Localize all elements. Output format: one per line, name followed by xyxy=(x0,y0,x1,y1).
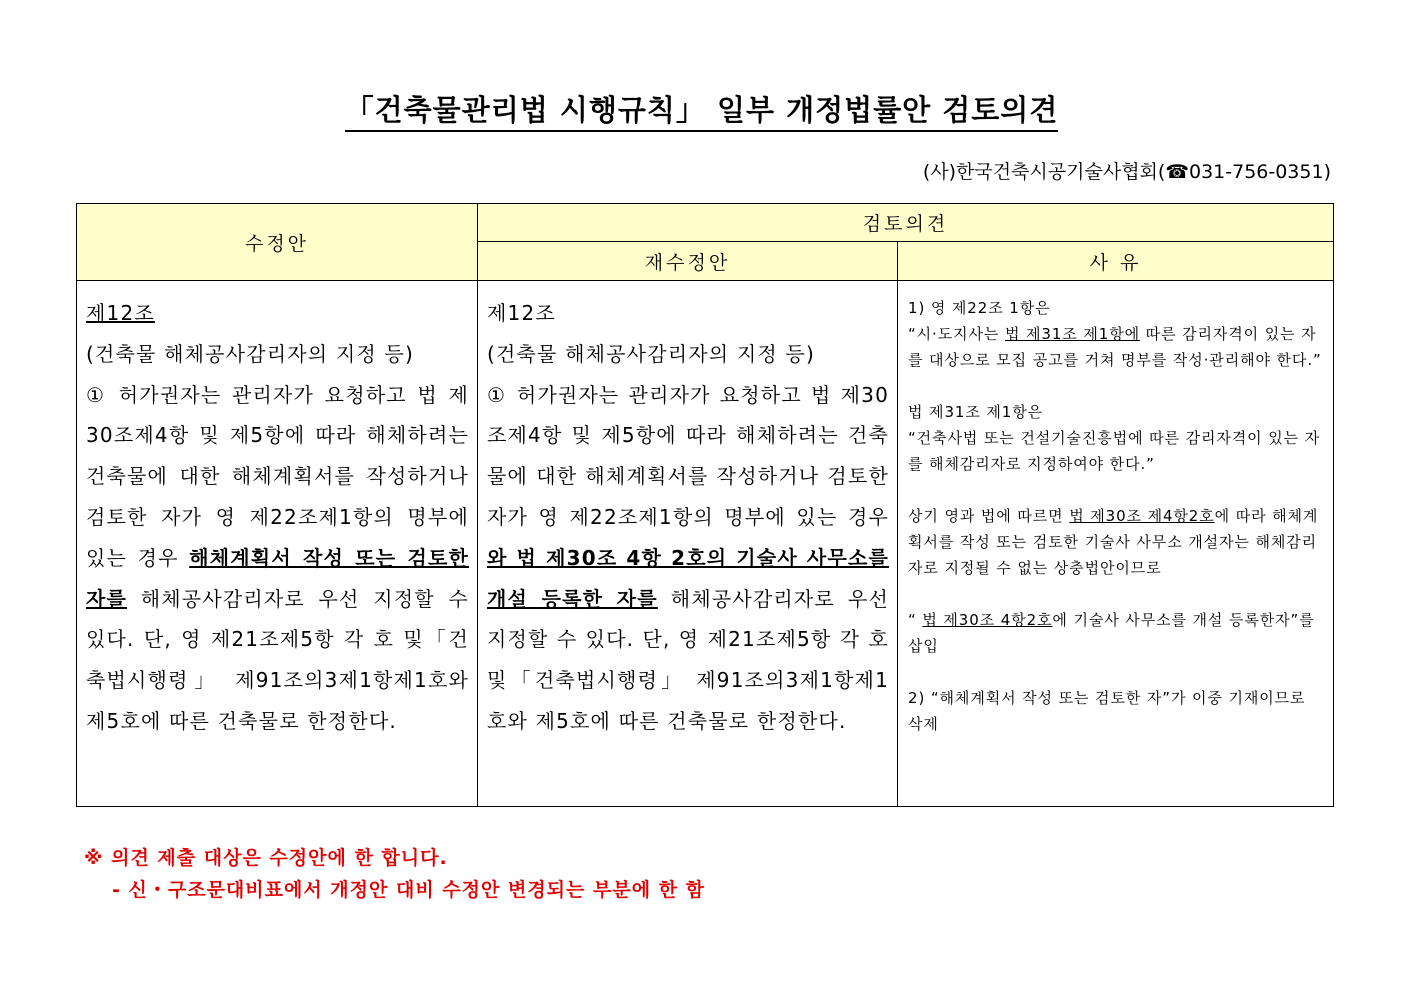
re-revision-cell xyxy=(478,281,898,807)
header-revision-proposal: 수정안 xyxy=(77,204,478,281)
article-subtitle: (건축물 해체공사감리자의 지정 등) xyxy=(487,341,815,366)
emphasized-text: 해체계획서 작성 또는 검토한 자를 xyxy=(86,545,470,611)
reason-intro: 1) 영 제22조 1항은 xyxy=(908,299,1051,317)
reason-text: 따른 감리자격이 있는 자를 대상으로 모집 공고를 거쳐 명부를 작성·관리해야 한다.” xyxy=(908,325,1322,369)
reason-text: 상기 영과 법에 따르면 xyxy=(908,507,1070,525)
article-text: 해체공사감리자로 우선 지정할 수 있다. 단, 영 제21조제5항 각 호 및「건축법시행령」 제91조의3제1항제1호와 제5호에 따른 건축물로 한정한다. xyxy=(487,586,889,733)
article-heading: 제12조 xyxy=(86,301,155,325)
reason-text: 에 따라 해체계획서를 작성 또는 검토한 기술사 사무소 개설자는 해체감리자로 지정될 수 없는 상충법안이므로 xyxy=(908,507,1319,577)
reason-underlined: 법 제30조 제4항2호 xyxy=(1069,507,1215,525)
reason-text: 에 기술사 사무소를 개설 등록한자”를 삽입 xyxy=(908,611,1315,655)
reason-paragraph-4 xyxy=(908,607,1323,659)
note-line-1: ※ 의견 제출 대상은 수정안에 한 합니다. xyxy=(84,847,448,869)
reason-underlined: 법 제31조 제1항에 xyxy=(1004,325,1140,343)
article-subtitle: (건축물 해체공사감리자의 지정 등) xyxy=(86,341,414,366)
article-heading: 제12조 xyxy=(487,301,556,325)
reason-intro: 법 제31조 제1항은 xyxy=(908,403,1044,421)
document-title xyxy=(0,88,1403,129)
document-title-text: 「건축물관리법 시행규칙」 일부 개정법률안 검토의견 xyxy=(345,93,1059,132)
header-re-revision: 재수정안 xyxy=(478,242,898,281)
comparison-table xyxy=(76,203,1334,807)
header-review-opinion: 검토의견 xyxy=(478,204,1334,242)
reason-paragraph-2 xyxy=(908,399,1323,477)
header-reason: 사 유 xyxy=(898,242,1334,281)
note-line-2: - 신・구조문대비표에서 개정안 대비 수정안 변경되는 부분에 한 함 xyxy=(112,879,706,901)
reason-paragraph-3 xyxy=(908,503,1323,581)
reason-paragraph-1 xyxy=(908,295,1323,373)
submission-notes xyxy=(84,842,705,906)
article-text: ① 허가권자는 관리자가 요청하고 법 제30조제4항 및 제5항에 따라 해체하려는 건축물에 대한 해체계획서를 작성하거나 검토한 자가 영 제22조제1항의 명부에 있는 경우 xyxy=(487,382,889,529)
organization-contact: (사)한국건축시공기술사협회(☎031-756-0351) xyxy=(922,161,1331,183)
reason-text: “건축사법 또는 건설기술진흥법에 따른 감리자격이 있는 자를 해체감리자로 지정하여야 한다.” xyxy=(908,429,1321,473)
reason-cell xyxy=(898,281,1334,807)
reason-underlined: 법 제30조 4항2호 xyxy=(922,611,1053,629)
article-body xyxy=(487,375,889,742)
article-text: 해체공사감리자로 우선 지정할 수 있다. 단, 영 제21조제5항 각 호 및「건축법시행령」 제91조의3제1항제1호와 제5호에 따른 건축물로 한정한다. xyxy=(86,586,469,733)
reason-text: “ xyxy=(908,611,923,629)
article-body xyxy=(86,375,469,742)
inserted-text: 와 법 제30조 4항 2호의 기술사 사무소를 개설 등록한 자를 xyxy=(487,545,889,611)
article-text: ① 허가권자는 관리자가 요청하고 법 제30조제4항 및 제5항에 따라 해체하려는 건축물에 대한 해체계획서를 작성하거나 검토한 자가 영 제22조제1항의 명부에 있는 경우 xyxy=(86,382,469,570)
reason-paragraph-5: 2) “해체계획서 작성 또는 검토한 자”가 이중 기재이므로 삭제 xyxy=(908,689,1306,733)
reason-text: “시·도지사는 xyxy=(908,325,1005,343)
revision-proposal-cell xyxy=(77,281,478,807)
